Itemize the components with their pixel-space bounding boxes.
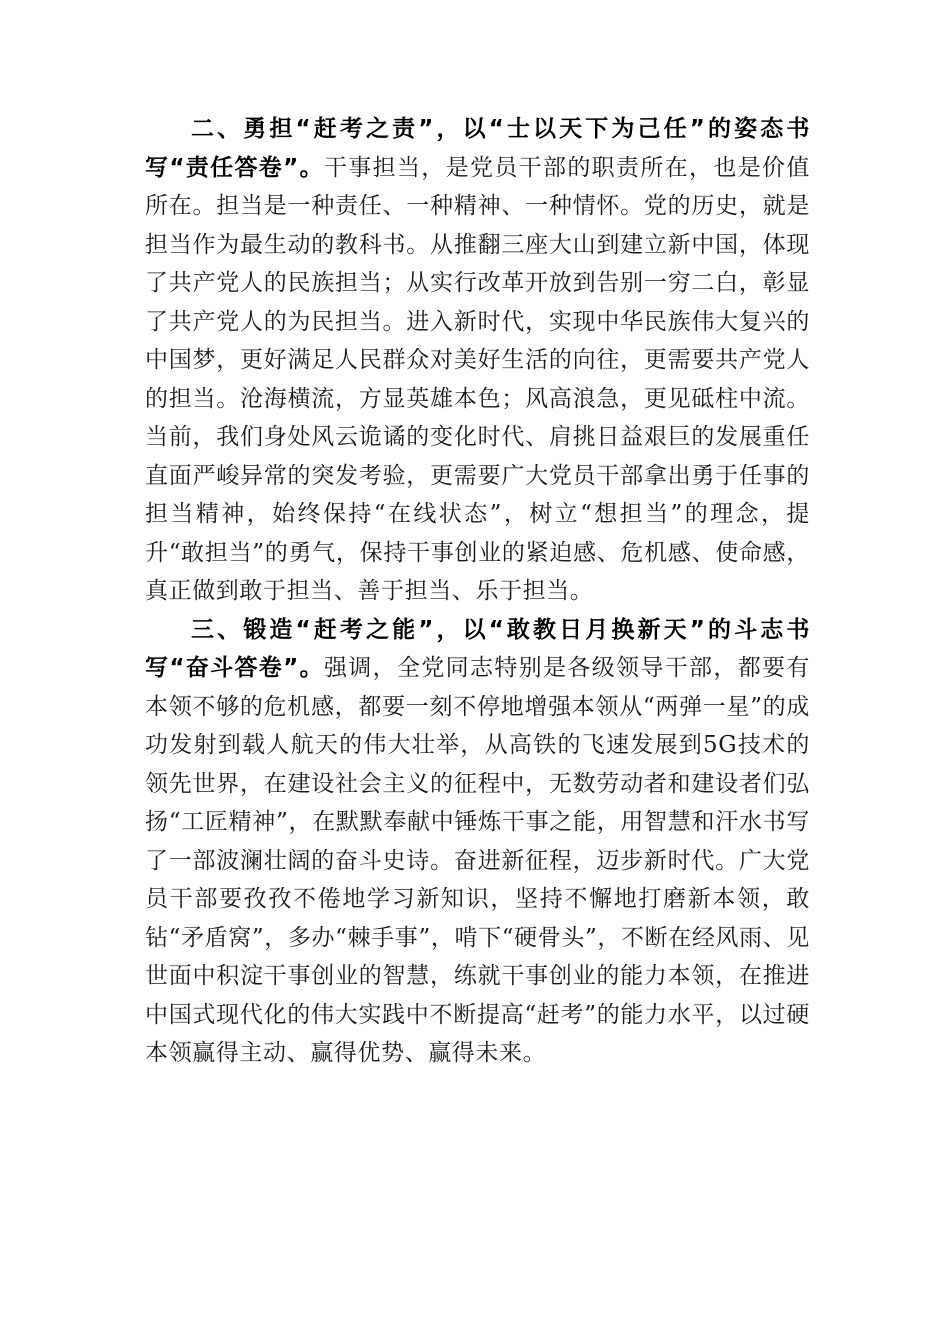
section-two-body: 干事担当，是党员干部的职责所在，也是价值所在。担当是一种责任、一种精神、一种情怀。党的历史，就是担当作为最生动的教科书。从推翻三座大山到建立新中国，体现了共产党人的民族担当；从实行改革开放到告别一穷二白，彰显了共产党人的为民担当。进入新时代，实现中华民族伟大复兴的中国梦，更好满足人民群众对美好生活的向往，更需要共产党人的担当。沧海横流，方显英雄本色；风高浪急，更见砥柱中流。当前，我们身处风云诡谲的变化时代、肩挑日益艰巨的发展重任直面严峻异常的突发考验，更需要广大党员干部拿出勇于任事的担当精神，始终保持“在线状态”，树立“想担当”的理念，提升“敢担当”的勇气，保持干事创业的紧迫感、危机感、使命感，真正做到敢于担当、善于担当、乐于担当。: [145, 154, 810, 604]
paragraph-section-two: [145, 110, 810, 611]
document-body: [145, 110, 810, 1073]
section-three-body: 强调，全党同志特别是各级领导干部，都要有本领不够的危机感，都要一刻不停地增强本领从“两弹一星”的成功发射到载人航天的伟大壮举，从高铁的飞速发展到5G技术的领先世界，在建设社会主义的征程中，无数劳动者和建设者们弘扬“工匠精神”，在默默奉献中锤炼干事之能，用智慧和汗水书写了一部波澜壮阔的奋斗史诗。奋进新征程，迈步新时代。广大党员干部要孜孜不倦地学习新知识，坚持不懈地打磨新本领，敢钻“矛盾窝”，多办“棘手事”，啃下“硬骨头”，不断在经风雨、见世面中积淀干事创业的智慧，练就干事创业的能力本领，在推进中国式现代化的伟大实践中不断提高“赶考”的能力水平，以过硬本领赢得主动、赢得优势、赢得未来。: [145, 655, 810, 1066]
section-three-heading: 三、锻造“赶考之能”，以“敢教日月换新天”的斗志书写“奋斗答卷”。: [145, 616, 810, 681]
section-two-heading: 二、勇担“赶考之责”，以“士以天下为己任”的姿态书写“责任答卷”。: [145, 116, 810, 181]
paragraph-section-three: [145, 611, 810, 1073]
